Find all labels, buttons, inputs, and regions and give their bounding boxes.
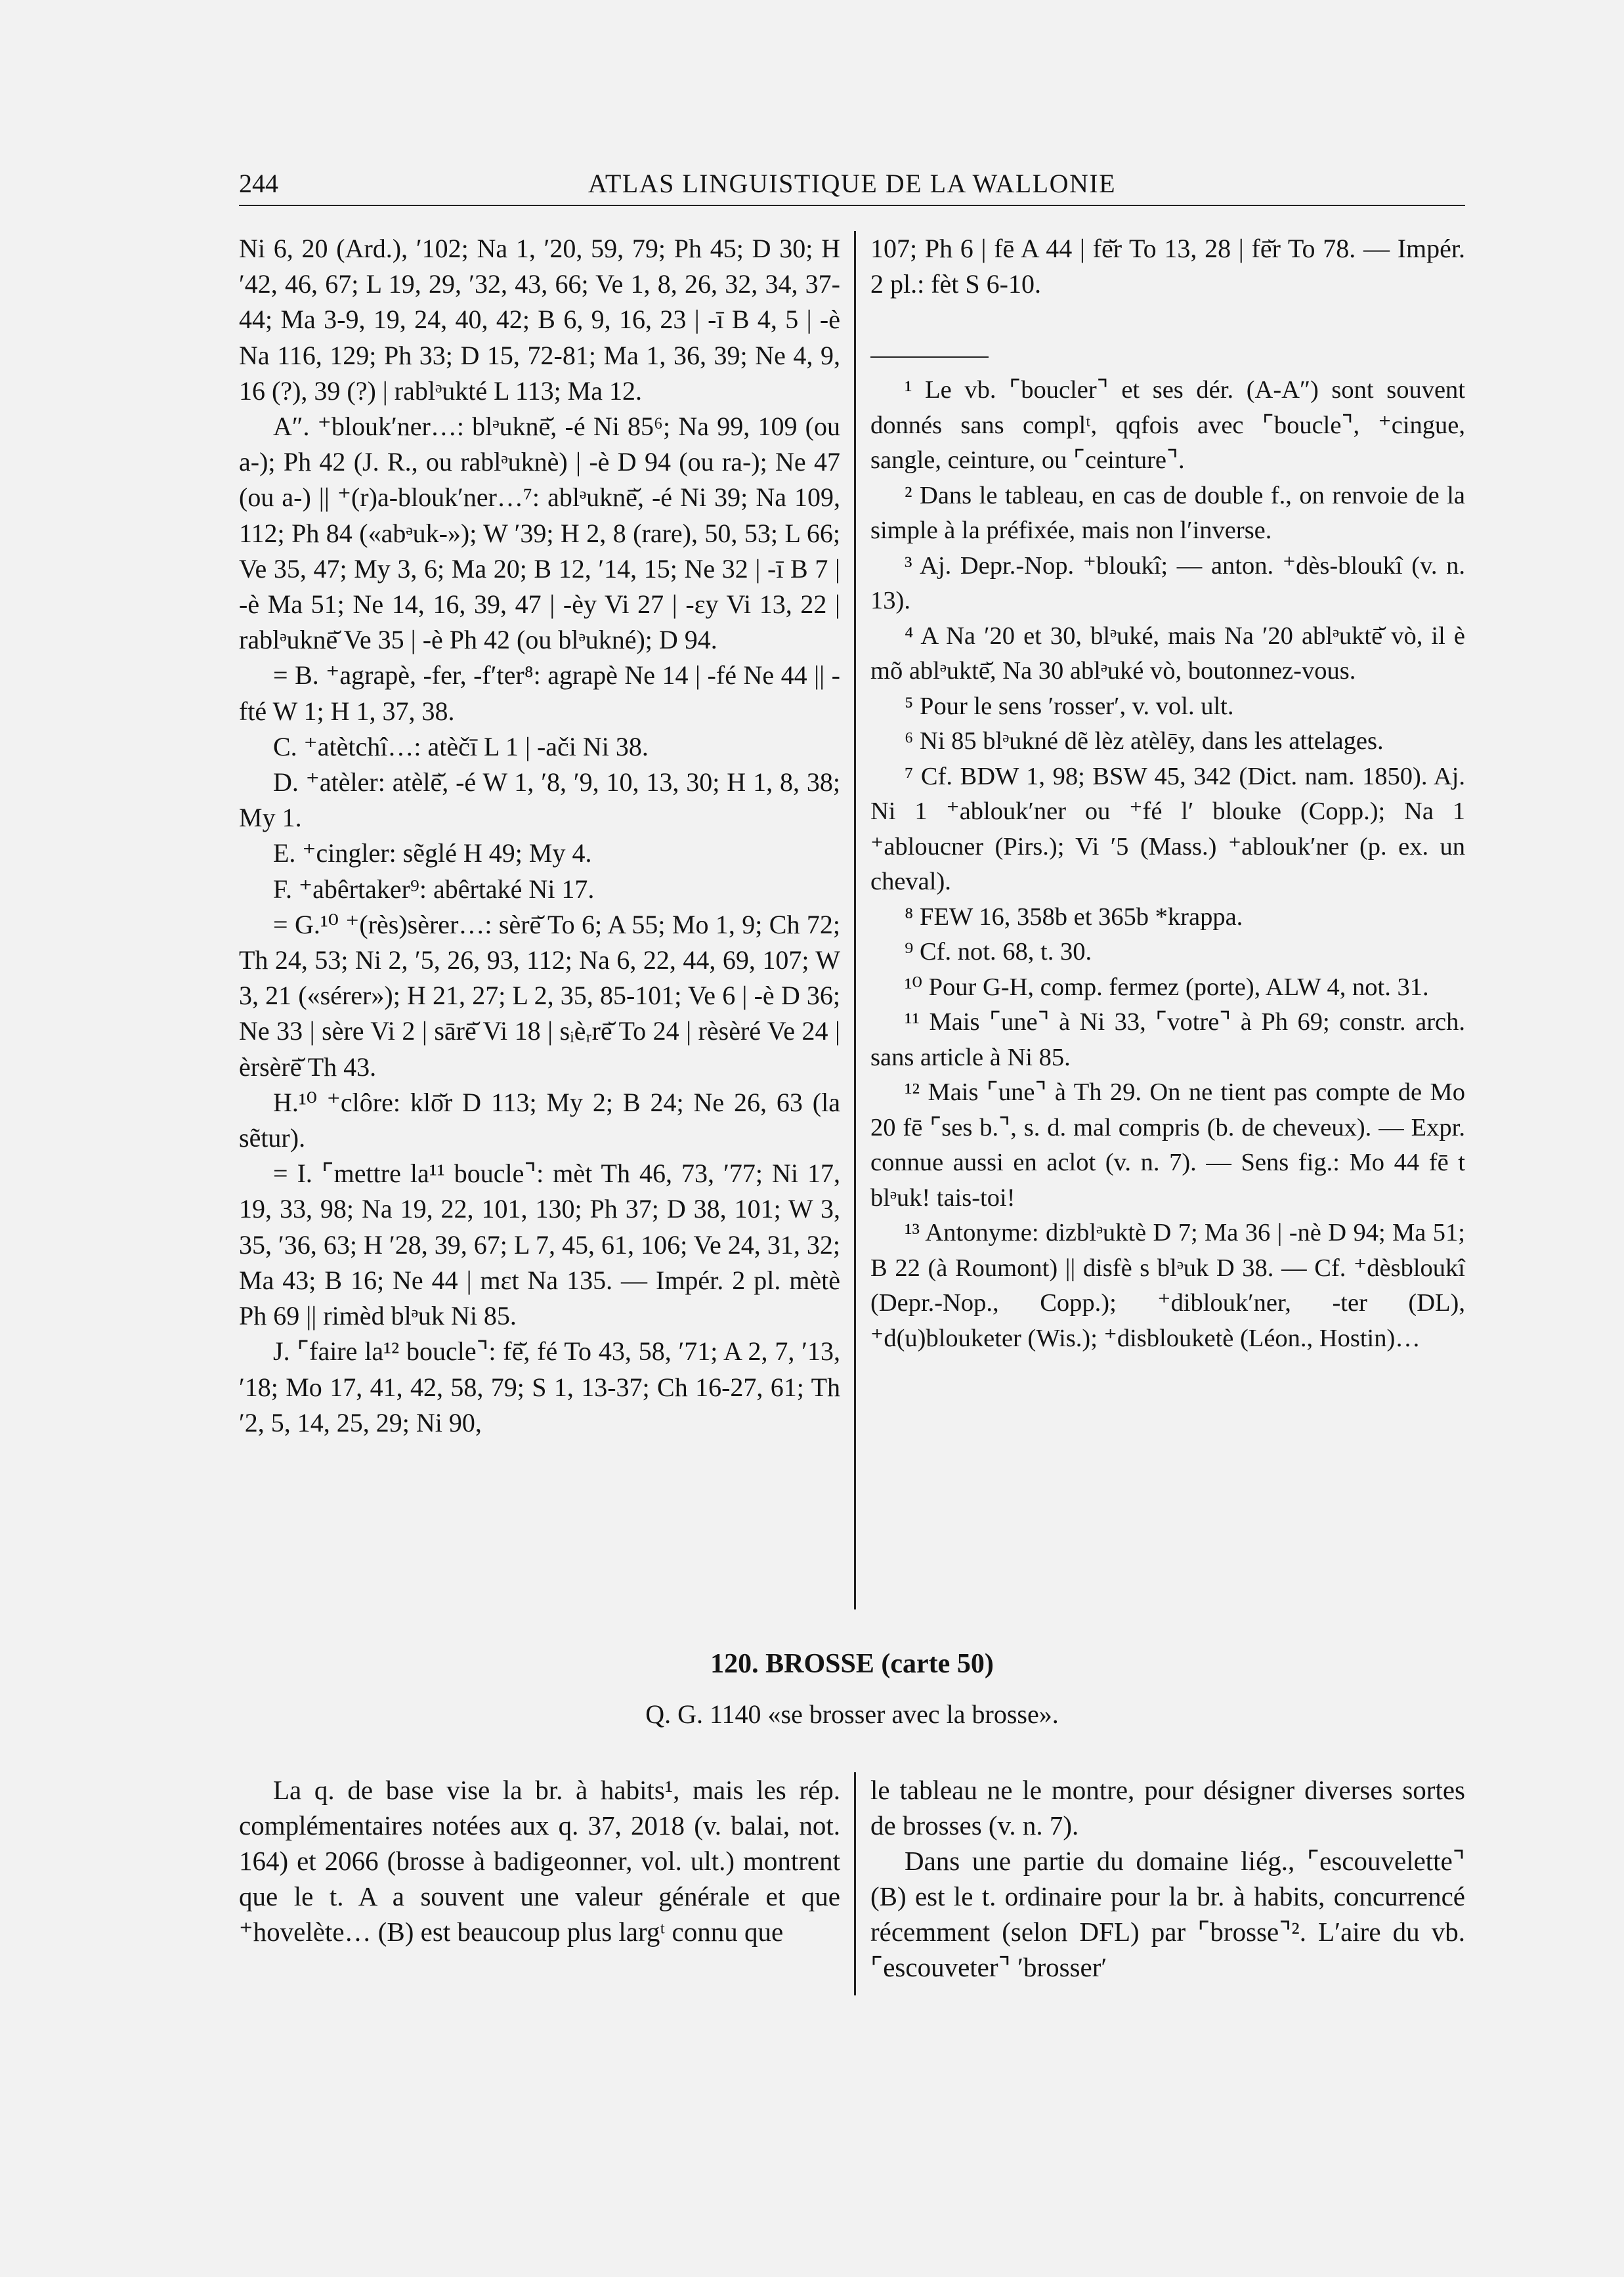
entry-paragraph: = I. ⌜mettre la¹¹ boucle⌝: mèt Th 46, 73, ′77; Ni 17, 19, 33, 98; Na 19, 22, 101, 130; Ph 37; D 38, 101; W 3, 35, ′36, 63; H ′28, 39, 67; L 7, 45, 61, 106; Ve 24, 31, 32; Ma 43; B 16; Ne 44 | mɛt Na 135. — Impér. 2 pl. mètè Ph 69 || rimèd blᵊuk Ni 85.	[239, 1159, 840, 1331]
footnote: ¹¹ Mais ⌜une⌝ à Ni 33, ⌜votre⌝ à Ph 69; constr. arch. sans article à Ni 85.	[870, 1008, 1465, 1071]
column-divider	[854, 1772, 856, 1995]
body-paragraph: La q. de base vise la br. à habits¹, mais les rép. complémentaires notées aux q. 37, 2018 (v. balai, not. 164) et 2066 (brosse à badigeonner, vol. ult.) montrent que le t. A a souvent une valeur générale et que ⁺hovelète… (B) est beaucoup plus largᵗ connu que	[239, 1775, 840, 1947]
body-paragraph: Dans une partie du domaine liég., ⌜escouvelette⌝ (B) est le t. ordinaire pour la br. à habits, concurrencé récemment (selon DFL) par ⌜brosse⌝². L′aire du vb. ⌜escouveter⌝ ′brosser′	[870, 1846, 1465, 1982]
entry-paragraph: J. ⌜faire la¹² boucle⌝: fē̆, fé To 43, 58, ′71; A 2, 7, ′13, ′18; Mo 17, 41, 42, 58, 79; S 1, 13-37; Ch 16-27, 61; Th ′2, 5, 14, 25, 29; Ni 90,	[239, 1336, 840, 1437]
footnote: ⁷ Cf. BDW 1, 98; BSW 45, 342 (Dict. nam. 1850). Aj. Ni 1 ⁺ablouk′ner ou ⁺fé l′ blouke (Copp.); Na 1 ⁺abloucner (Pirs.); Vi ′5 (Mass.) ⁺ablouk′ner (p. ex. un cheval).	[870, 762, 1465, 895]
entry-paragraph: A″. ⁺blouk′ner…: blᵊuknē̆, -é Ni 85⁶; Na 99, 109 (ou a-); Ph 42 (J. R., ou rablᵊuknè) | -è D 94 (ou ra-); Ne 47 (ou a-) || ⁺(r)a-blouk′ner…⁷: ablᵊuknē̆, -é Ni 39; Na 109, 112; Ph 84 («abᵊuk-»); W ′39; H 2, 8 (rare), 50, 53; L 66; Ve 35, 47; My 3, 6; Ma 20; B 12, ′14, 15; Ne 32 | -ī B 7 | -è Ma 51; Ne 14, 16, 39, 47 | -èy Vi 27 | -ɛy Vi 13, 22 | rablᵊuknē̆ Ve 35 | -è Ph 42 (ou blᵊukné); D 94.	[239, 412, 840, 655]
page-number: 244	[239, 169, 278, 198]
footnote: ¹² Mais ⌜une⌝ à Th 29. On ne tient pas compte de Mo 20 fē ⌜ses b.⌝, s. d. mal compris (b. de cheveux). — Expr. connue aussi en aclot (v. n. 7). — Sens fig.: Mo 44 fē t blᵊuk! tais-toi!	[870, 1078, 1465, 1212]
entry-paragraph: Ni 6, 20 (Ard.), ′102; Na 1, ′20, 59, 79; Ph 45; D 30; H ′42, 46, 67; L 19, 29, ′32, 43, 66; Ve 1, 8, 26, 32, 34, 37-44; Ma 3-9, 19, 24, 40, 42; B 6, 9, 16, 23 | -ī B 4, 5 | -è Na 116, 129; Ph 33; D 15, 72-81; Ma 1, 36, 39; Ne 4, 9, 16 (?), 39 (?) | rablᵊukté L 113; Ma 12.	[239, 234, 840, 406]
entry-paragraph: C. ⁺atètchî…: atèčī L 1 | -ači Ni 38.	[273, 731, 649, 761]
entry-paragraph: = B. ⁺agrapè, -fer, -f′ter⁸: agrapè Ne 14 | -fé Ne 44 || -fté W 1; H 1, 37, 38.	[239, 660, 840, 726]
footnote: ³ Aj. Depr.-Nop. ⁺bloukî; — anton. ⁺dès-bloukî (v. n. 13).	[870, 551, 1465, 614]
footnote: ⁸ FEW 16, 358b et 365b *krappa.	[905, 903, 1243, 931]
footnote: ¹³ Antonyme: dizblᵊuktè D 7; Ma 36 | -nè D 94; Ma 51; B 22 (à Roumont) || disfè s blᵊuk D 38. — Cf. ⁺dèsbloukî (Depr.-Nop., Copp.); ⁺diblouk′ner, -ter (DL), ⁺d(u)blouketer (Wis.); ⁺disblouketè (Léon., Hostin)…	[870, 1219, 1465, 1352]
section-question: Q. G. 1140 «se brosser avec la brosse».	[645, 1699, 1059, 1729]
running-title: ATLAS LINGUISTIQUE DE LA WALLONIE	[588, 169, 1117, 198]
footnote: ¹⁰ Pour G-H, comp. fermez (porte), ALW 4, not. 31.	[905, 973, 1429, 1001]
section-right-column	[870, 1772, 1465, 1985]
body-paragraph: le tableau ne le montre, pour désigner diverses sortes de brosses (v. n. 7).	[870, 1775, 1465, 1841]
entry-paragraph: F. ⁺abêrtaker⁹: abêrtaké Ni 17.	[273, 874, 595, 904]
footnotes	[870, 373, 1465, 1356]
footnote: ⁴ A Na ′20 et 30, blᵊuké, mais Na ′20 ablᵊuktē̆ vò, il è mõ ablᵊuktē̆, Na 30 ablᵊuké vò, boutonnez-vous.	[870, 622, 1465, 685]
entry-paragraph: E. ⁺cingler: sẽglé H 49; My 4.	[273, 838, 592, 868]
footnote: ¹ Le vb. ⌜boucler⌝ et ses dér. (A-A″) sont souvent donnés sans complᵗ, qqfois avec ⌜boucle⌝, ⁺cingue, sangle, ceinture, ou ⌜ceinture⌝.	[870, 376, 1465, 474]
entry-paragraph: = G.¹⁰ ⁺(rès)sèrer…: sèrē̆ To 6; A 55; Mo 1, 9; Ch 72; Th 24, 53; Ni 2, ′5, 26, 93, 112; Na 6, 22, 44, 69, 107; W 3, 21 («sérer»); H 21, 27; L 2, 35, 85-101; Ve 6 | -è D 36; Ne 33 | sère Vi 2 | sārē̆ Vi 18 | sᵢèᵣrē̆ To 24 | rèsèré Ve 24 | èrsèrē̆ Th 43.	[239, 909, 840, 1082]
section-left-column	[239, 1772, 840, 1949]
footnote: ⁵ Pour le sens ′rosser′, v. vol. ult.	[905, 692, 1234, 720]
entry-paragraph: H.¹⁰ ⁺clôre: klō̆r D 113; My 2; B 24; Ne 26, 63 (la sẽtur).	[239, 1087, 840, 1153]
entry-paragraph: 107; Ph 6 | fē A 44 | fē̆r To 13, 28 | fē̆r To 78. — Impér. 2 pl.: fèt S 6-10.	[870, 234, 1465, 299]
column-divider	[854, 231, 856, 1609]
right-column-entries	[870, 231, 1465, 302]
entry-paragraph: D. ⁺atèler: atèlē̆, -é W 1, ′8, ′9, 10, 13, 30; H 1, 8, 38; My 1.	[239, 767, 840, 833]
footnote: ² Dans le tableau, en cas de double f., on renvoie de la simple à la préfixée, mais non l′inverse.	[870, 481, 1465, 544]
left-column-entries	[239, 231, 840, 1441]
footnote-separator	[870, 356, 989, 358]
footnote: ⁶ Ni 85 blᵊukné dẽ lèz atèlēy, dans les attelages.	[905, 727, 1384, 755]
section-title: 120. BROSSE (carte 50)	[710, 1649, 994, 1679]
page-header	[239, 165, 1465, 206]
footnote: ⁹ Cf. not. 68, t. 30.	[905, 938, 1092, 966]
